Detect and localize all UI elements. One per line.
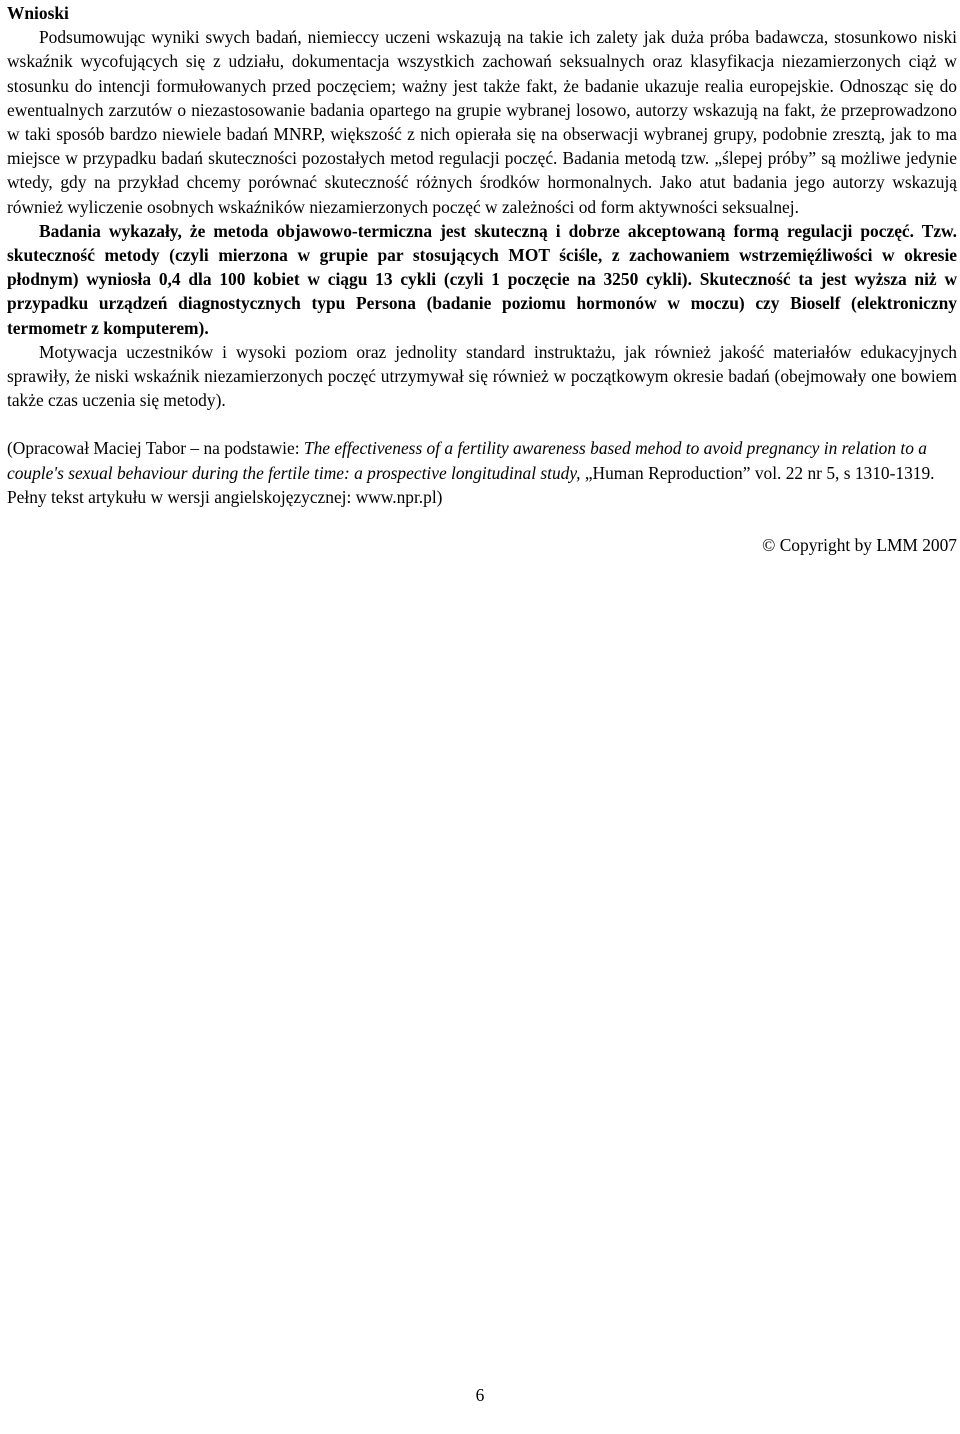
page-number: 6	[475, 1385, 485, 1405]
paragraph-conclusions-part2: Odnosząc się do ewentualnych zarzutów o niezastosowanie badania opartego na grupie wybranej losowo, autorzy wskazują na fakt, że przeprowadzono w taki sposób bardzo niewiele badań MNRP, większość z nich opierała się na obserwacji wybranej grupy, podobnie zresztą, jak to ma miejsce w przypadku badań skuteczności pozostałych metod regulacji poczęć.	[7, 75, 957, 169]
paragraph-conclusions	[7, 25, 957, 219]
source-citation	[7, 436, 957, 509]
paragraph-results: Badania wykazały, że metoda objawowo-termiczna jest skuteczną i dobrze akceptowaną formą regulacji poczęć. Tzw. skuteczność metody (czyli mierzona w grupie par stosujących MOT ściśle, z zachowaniem wstrzemięźliwości w okresie płodnym) wyniosła 0,4 dla 100 kobiet w ciągu 13 cykli (czyli 1 poczęcie na 3250 cykli). Skuteczność ta jest wyższa niż w przypadku urządzeń diagnostycznych typu Persona (badanie poziomu hormonów w moczu) czy Bioself (elektroniczny termometr z komputerem).	[7, 220, 957, 338]
section-heading: Wnioski	[7, 3, 69, 23]
source-suffix: „Human Reproduction” vol. 22 nr 5, s 1310-1319. Pełny tekst artykułu w wersji angielskojęzycznej: www.npr.pl)	[7, 462, 935, 507]
paragraph-conclusions-part3: Badania metodą tzw. „ślepej próby” są możliwe jedynie wtedy, gdy na przykład chcemy porównać skuteczność różnych środków hormonalnych. Jako atut badania jego autorzy wskazują również wyliczenie osobnych wskaźników niezamierzonych poczęć w zależności od form aktywności seksualnej.	[7, 148, 957, 217]
document-page	[7, 0, 957, 557]
source-title: The effectiveness of a fertility awareness based mehod to avoid pregnancy in relation to a couple's sexual behaviour during the fertile time: a prospective longitudinal study,	[7, 438, 927, 483]
paragraph-conclusions-part1: Podsumowując wyniki swych badań, niemieccy uczeni wskazują na takie ich zalety jak duża próba badawcza, stosunkowo niski wskaźnik wycofujących się z udziału, dokumentacja wszystkich zachowań seksualnych oraz klasyfikacja niezamierzonych ciąż w stosunku do intencji formułowanych przed poczęciem; ważny jest także fakt, że badanie ukazuje realia europejskie.	[7, 27, 957, 96]
copyright-notice: © Copyright by LMM 2007	[762, 535, 957, 556]
paragraph-motivation: Motywacja uczestników i wysoki poziom oraz jednolity standard instruktażu, jak również jakość materiałów edukacyjnych sprawiły, że niski wskaźnik niezamierzonych poczęć utrzymywał się również w początkowym okresie badań (obejmowały one bowiem także czas uczenia się metody).	[7, 341, 957, 411]
source-prefix: (Opracował Maciej Tabor – na podstawie:	[7, 438, 304, 459]
